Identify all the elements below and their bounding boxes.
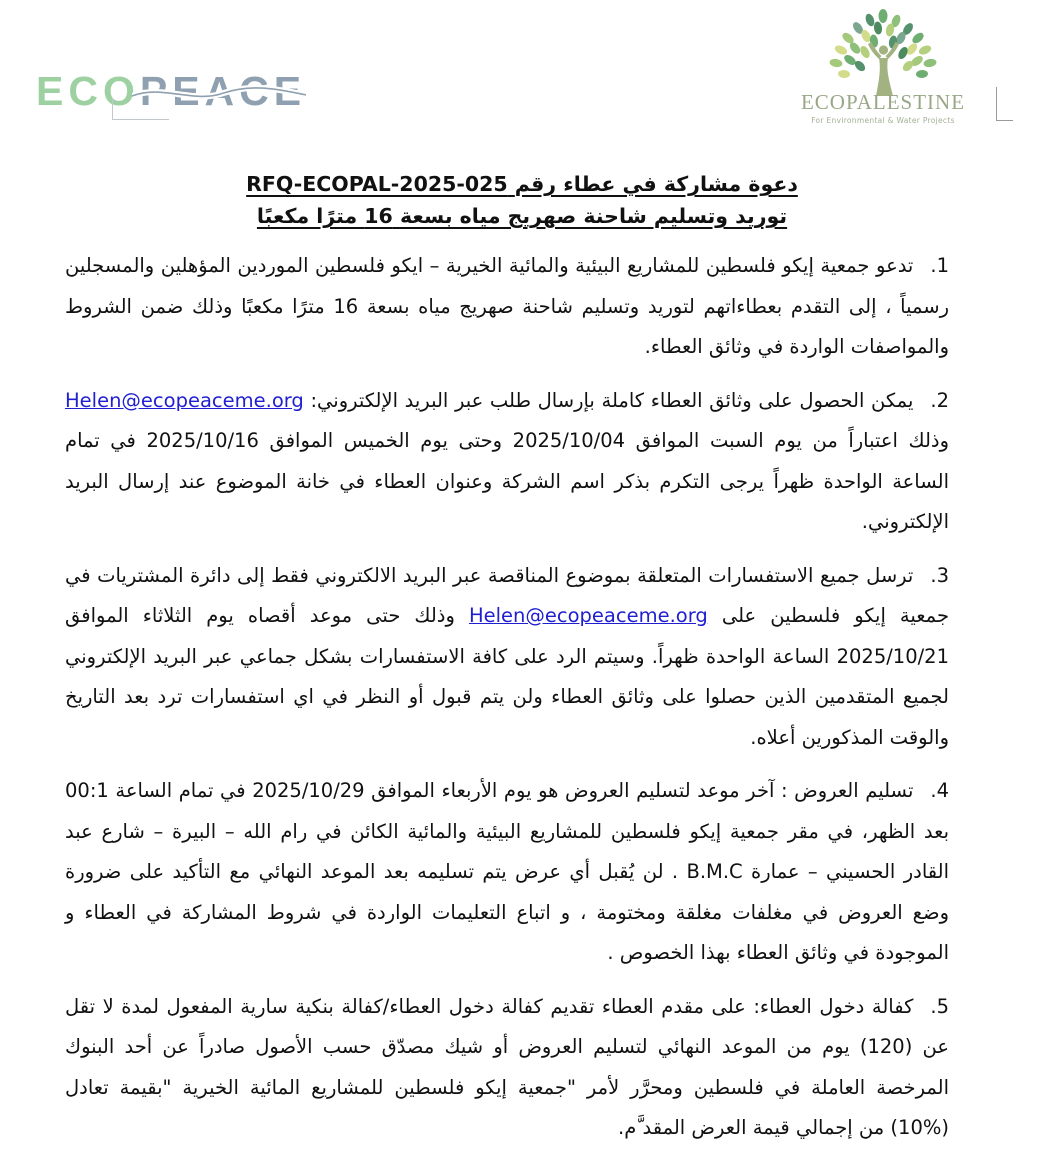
item-2-number: 2. [930,388,949,412]
item-1-text: تدعو جمعية إيكو فلسطين للمشاريع البيئية والمائية الخيرية – ايكو فلسطين الموردين المؤهلين والمسجلين رسمياً ، إلى التقدم بعطاءاتهم لتوريد وتسليم شاحنة صهريج مياه بسعة 16 مترًا مكعبًا وذلك ضمن الشروط والمواصفات الواردة في وثائق العطاء. [65,254,949,358]
item-5-number: 5. [930,994,949,1018]
ecopeace-logo-eco-text: ECO [36,68,140,114]
title-line-1-rfq-number: RFQ-ECOPAL-2025-025 [246,172,508,196]
ecopeace-logo-bracket [112,98,169,120]
item-1-number: 1. [930,254,949,277]
ecopalestine-tree-icon [808,8,958,98]
title-line-1-arabic: دعوة مشاركة في عطاء رقم [514,172,798,196]
ecopalestine-logo [800,8,966,125]
ecopalestine-tagline: For Environmental & Water Projects [811,116,955,125]
ecopalestine-name: ECOPALESTINE [800,90,966,114]
item-4-number: 4. [930,779,949,802]
title-line-1 [0,168,1044,200]
page-title [0,168,1044,232]
item-3-number: 3. [930,563,949,587]
ecopeace-logo [36,68,306,114]
item-3-text-after-link: وذلك حتى موعد أقصاه يوم الثلاثاء الموافق 2025/10/21 الساعة الواحدة ظهراً. وسيتم الرد على كافة الاستفسارات بشكل جماعي عبر البريد الإلكتروني لجميع المتقدمين الذين حصلوا على وثائق العطاء ولن يتم قبول أو النظر في اي استفسارات ترد بعد التاريخ والوقت المذكورين أعلاه. [65,604,949,749]
ecopeace-logo-peace-text: PEACE [140,68,306,114]
item-3-text-before-link: ترسل جميع الاستفسارات المتعلقة بموضوع المناقصة عبر البريد الالكتروني فقط إلى دائرة المشتريات في جمعية إيكو فلسطين على [65,563,950,627]
list-item-2 [65,381,949,543]
email-link[interactable]: Helen@ecopeaceme.org [468,604,708,627]
item-5-text: كفالة دخول العطاء: على مقدم العطاء تقديم كفالة دخول العطاء/كفالة بنكية سارية المفعول لمدة لا تقل عن (120) يوم من الموعد النهائي لتسليم العروض أو شيك مصدّق حسب الأصول صادراً عن أحد البنوك المرخصة العاملة في فلسطين ومحرَّر لأمر "جمعية إيكو فلسطين للمشاريع المائية الخيرية "بقيمة تعادل (%10) من إجمالي قيمة العرض المقد َّم. [65,994,949,1139]
list-item-4 [65,771,949,974]
item-4-text: تسليم العروض : آخر موعد لتسليم العروض هو يوم الأربعاء الموافق 2025/10/29 في تمام الساعة 00:1 بعد الظهر، في مقر جمعية إيكو فلسطين للمشاريع البيئية والمائية الكائن في رام الله – البيرة – شارع عبد القادر الحسيني – عمارة B.M.C . لن يُقبل أي عرض يتم تسليمه بعد الموعد النهائي مع التأكيد على ضرورة وضع العروض في مغلفات مغلقة ومختومة ، و اتباع التعليمات الواردة في شروط المشاركة في العطاء و الموجودة في وثائق العطاء بهذا الخصوص . [65,779,949,964]
title-line-2: توريد وتسليم شاحنة صهريج مياه بسعة 16 مترًا مكعبًا [256,204,788,228]
list-item-3 [65,556,949,759]
list-item-1 [65,246,949,368]
email-link[interactable]: Helen@ecopeaceme.org [65,388,304,412]
corner-bracket [996,87,1013,121]
list-item-5 [65,987,949,1149]
tender-items-list [65,246,949,1149]
item-2-text-before-link: يمكن الحصول على وثائق العطاء كاملة بإرسال طلب عبر البريد الإلكتروني: [303,388,914,412]
item-2-text-after-link: وذلك اعتباراً من يوم السبت الموافق 2025/10/04 وحتى يوم الخميس الموافق 2025/10/16 في تمام الساعة الواحدة ظهراً يرجى التكرم بذكر اسم الشركة وعنوان العطاء في خانة الموضوع عند إرسال البريد الإلكتروني. [65,429,949,533]
